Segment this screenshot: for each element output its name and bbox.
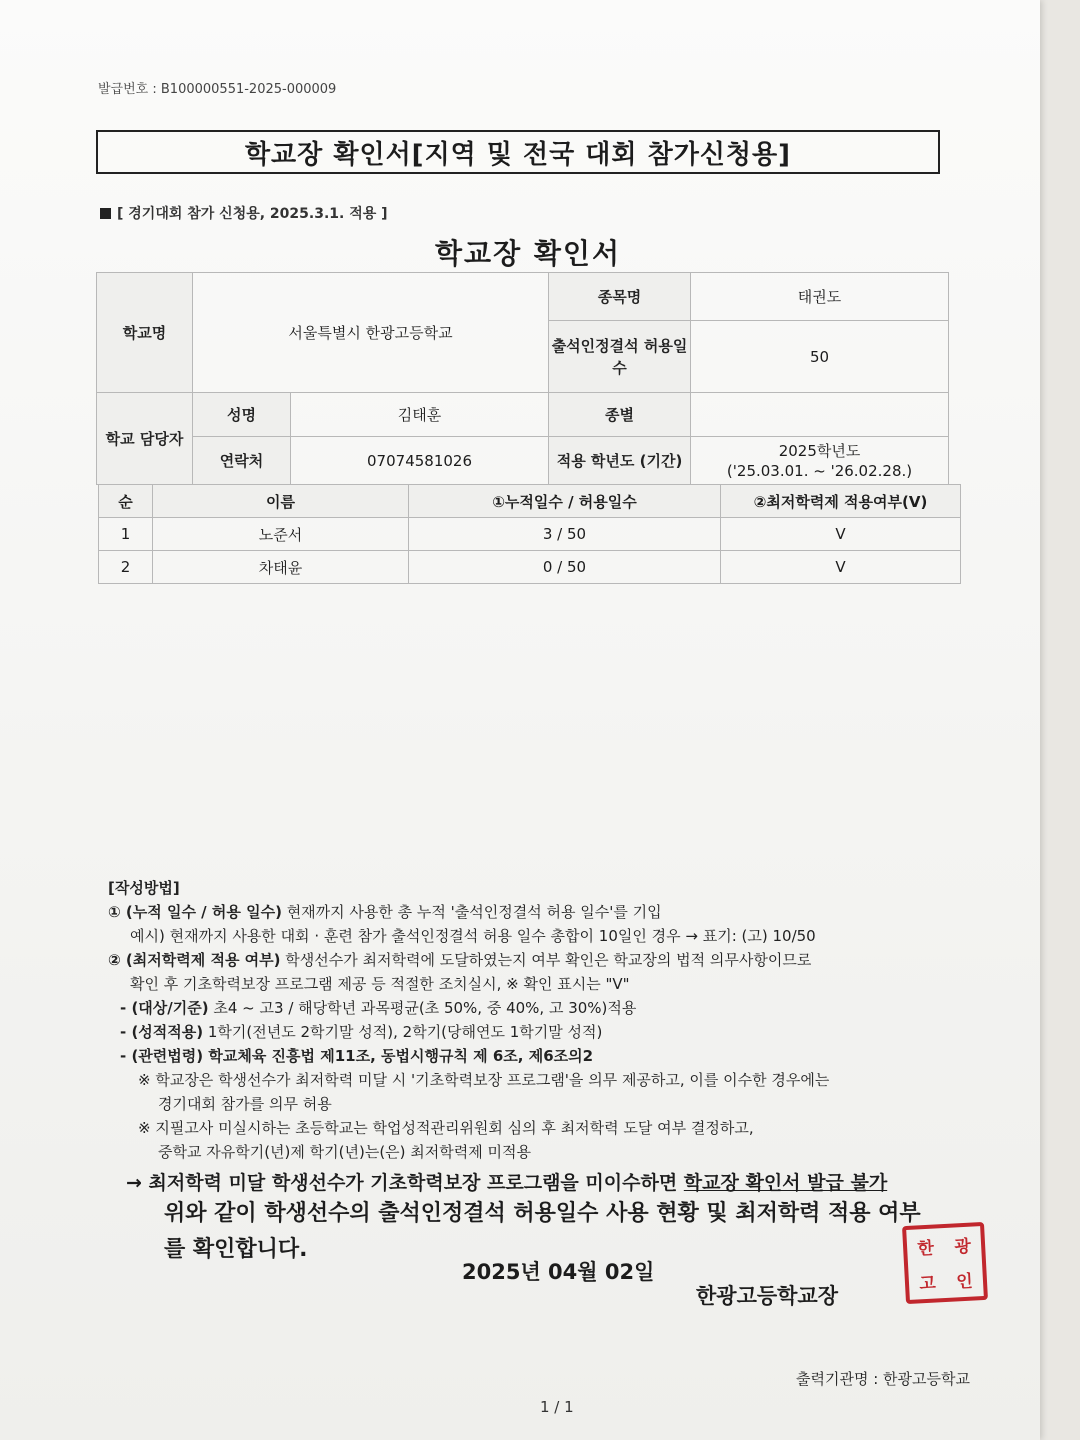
contact-label: 연락처 xyxy=(193,437,291,485)
table-row xyxy=(99,518,961,551)
days-value: 50 xyxy=(691,321,949,393)
sport-value: 태권도 xyxy=(691,273,949,321)
note-line: ② (최저학력제 적용 여부) 학생선수가 최저학력에 도달하였는지 여부 확인은 학교장의 법적 의무사항이므로 xyxy=(108,951,812,969)
note-line: 확인 후 기초학력보장 프로그램 제공 등 적절한 조치실시, ※ 확인 표시는 "V" xyxy=(130,975,630,993)
confirmation-text: 위와 같이 학생선수의 출석인정결석 허용일수 사용 현황 및 최저학력 적용 여부를 확인합니다. xyxy=(164,1201,921,1262)
info-table xyxy=(96,272,949,485)
row-name: 차태윤 xyxy=(153,551,409,584)
days-label: 출석인정결석 허용일수 xyxy=(549,321,691,393)
header-days: ①누적일수 / 허용일수 xyxy=(409,485,721,518)
note-line: - (관련법령) 학교체육 진흥법 제11조, 동법시행규칙 제 6조, 제6조의2 xyxy=(120,1047,594,1065)
school-label: 학교명 xyxy=(97,273,193,393)
school-value: 서울특별시 한광고등학교 xyxy=(193,273,549,393)
issue-number: 발급번호 : B100000551-2025-000009 xyxy=(98,82,337,97)
issuer-name: 출력기관명 : 한광고등학교 xyxy=(796,1370,970,1388)
subtitle xyxy=(100,203,388,223)
note-line: 중학교 자유학기(년)제 학기(년)는(은) 최저학력제 미적용 xyxy=(158,1143,531,1161)
instructions xyxy=(108,876,988,1164)
subtitle-text: [ 경기대회 참가 신청용, 2025.3.1. 적용 ] xyxy=(117,206,388,222)
principal-name: 한광고등학교장 xyxy=(696,1284,839,1308)
official-seal: 한 광 고 인 xyxy=(902,1222,988,1304)
row-no: 1 xyxy=(99,518,153,551)
period-value: ('25.03.01. ~ '26.02.28.) xyxy=(726,461,913,480)
type-value xyxy=(691,393,949,437)
note-line: ※ 학교장은 학생선수가 최저학력 미달 시 '기초학력보장 프로그램'을 의무 제공하고, 이를 이수한 경우에는 xyxy=(138,1071,830,1089)
heading: 학교장 확인서 xyxy=(434,237,622,270)
year-value: 2025학년도 xyxy=(778,441,861,460)
table-row xyxy=(99,551,961,584)
student-table xyxy=(98,484,961,584)
issue-date: 2025년 04월 02일 xyxy=(462,1260,655,1284)
row-days: 0 / 50 xyxy=(409,551,721,584)
contact-value: 07074581026 xyxy=(291,437,549,485)
page-number: 1 / 1 xyxy=(540,1398,574,1416)
header-applied: ②최저학력제 적용여부(V) xyxy=(721,485,961,518)
note-line: 경기대회 참가를 의무 허용 xyxy=(158,1095,332,1113)
header-no: 순 xyxy=(99,485,153,518)
sport-label: 종목명 xyxy=(549,273,691,321)
name-label: 성명 xyxy=(193,393,291,437)
notes-title: [작성방법] xyxy=(108,879,180,897)
year-label: 적용 학년도 (기간) xyxy=(549,437,691,485)
note-line: - (성적적용) 1학기(전년도 2학기말 성적), 2학기(당해연도 1학기말 성적) xyxy=(120,1023,603,1041)
row-name: 노준서 xyxy=(153,518,409,551)
warning-underline: 학교장 확인서 발급 불가 xyxy=(683,1172,888,1194)
note-line: 예시) 현재까지 사용한 대회 · 훈련 참가 출석인정결석 허용 일수 총합이 10일인 경우 → 표기: (고) 10/50 xyxy=(130,927,816,945)
row-applied: V xyxy=(721,551,961,584)
bullet-square-icon xyxy=(100,208,111,219)
row-applied: V xyxy=(721,518,961,551)
manager-label: 학교 담당자 xyxy=(97,393,193,485)
row-days: 3 / 50 xyxy=(409,518,721,551)
warning-line: → 최저학력 미달 학생선수가 기초학력보장 프로그램을 미이수하면 학교장 확인서 발급 불가 xyxy=(126,1172,888,1194)
main-title: 학교장 확인서[지역 및 전국 대회 참가신청용] xyxy=(96,130,940,174)
name-value: 김태훈 xyxy=(291,393,549,437)
row-no: 2 xyxy=(99,551,153,584)
note-line: ① (누적 일수 / 허용 일수) 현재까지 사용한 총 누적 '출석인정결석 허용 일수'를 기입 xyxy=(108,903,662,921)
year-cell xyxy=(691,437,949,485)
note-line: ※ 지필고사 미실시하는 초등학교는 학업성적관리위원회 심의 후 최저학력 도달 여부 결정하고, xyxy=(138,1119,754,1137)
header-name: 이름 xyxy=(153,485,409,518)
note-line: - (대상/기준) 초4 ~ 고3 / 해당학년 과목평균(초 50%, 중 40%, 고 30%)적용 xyxy=(120,999,637,1017)
type-label: 종별 xyxy=(549,393,691,437)
